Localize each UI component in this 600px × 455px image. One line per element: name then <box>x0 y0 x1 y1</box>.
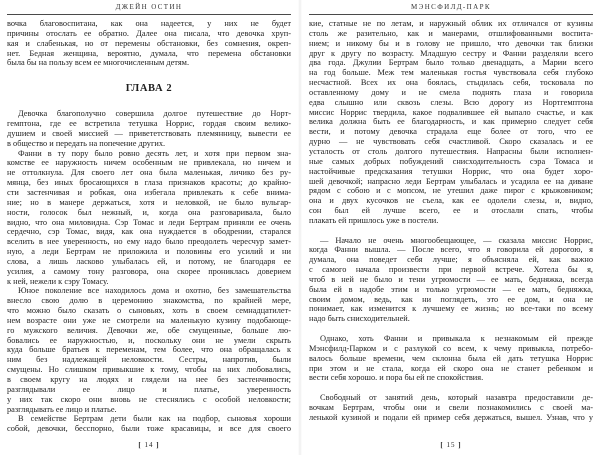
text-line: сердечно, сэр Томас, видя, как она нуждается в ободрении, старался <box>7 227 291 237</box>
text-line: комстве ее наружность ничем особенным не привлекала, но ничем и <box>7 158 291 168</box>
text-line: друг к другу по возрасту. Младшую сестру и Фанни разделяли всего <box>309 48 593 58</box>
text-line: дурно — не чувствовать себя счастливой. Скоро сказалась и ее <box>309 137 593 147</box>
text-line: — Начало не очень многообещающее, — сказала миссис Норрис, <box>320 235 593 245</box>
text-line: нем возрасте они уже не смотрели на маленькую кузину подобающе- <box>7 315 291 325</box>
text-line: куда больше братьев к переменам, тем более, что она обращалась к <box>7 345 291 355</box>
paragraph-gap <box>309 383 593 393</box>
left-page-body <box>3 15 295 433</box>
text-line: Девочка благополучно совершила долгое путешествие до Норт- <box>18 109 291 119</box>
text-line: не оттолкнула. Для своего лет она была маленькая, личико без ру- <box>7 168 291 178</box>
text-line: причины отослать ее обратно. Далее она писала, что девочка хруп- <box>7 28 291 38</box>
text-line: миссис Норрис твердила, какое подвалившее ей выпало счастье, и как <box>309 107 593 117</box>
text-line: два года. Джулии Бертрам было только двенадцать, а Марии всего <box>309 58 593 68</box>
text-line: кая и слабенькая, но от перемены обстановки, без сомнения, окреп- <box>7 38 291 48</box>
text-line: слова, а лишь ласково улыбалась ей, и потому, не благодаря ее <box>7 256 291 266</box>
text-line: была бы на пользу всем ее многочисленным детям. <box>7 58 190 68</box>
folio-number: 15 <box>446 441 456 449</box>
paragraph <box>309 334 593 383</box>
text-line: когда Фанни вышла. — После всего, что я говорила ей дорогою, я <box>309 245 593 255</box>
text-line: с самого начала произвести при первой встрече. Хотела бы я, <box>309 265 593 275</box>
paragraph-gap <box>309 324 593 334</box>
text-line: В семействе Бертрам дети были как на подбор, сыновья хороши <box>18 414 291 424</box>
text-line: смущены. Но слишком привыкшие к тому, чтобы на них любовались, <box>7 365 291 375</box>
text-line: внесло свою долю в церемонию знакомства, по крайней мере, <box>7 296 291 306</box>
text-line: ним без надлежащей неловкости. Сестры, напротив, были <box>7 355 291 365</box>
text-line: Фанни в ту пору было ровно десять лет, и хотя при первом зна- <box>18 148 291 158</box>
page-number-right <box>305 439 597 451</box>
text-line: к ней, нежели к сэру Томасу. <box>7 276 109 286</box>
text-line: гемптона, где ее встретила тетушка Норрис, гордая своим велико- <box>7 119 291 129</box>
running-head-left: ДЖЕЙН ОСТИН <box>115 3 183 11</box>
text-line: у них так скоро они вновь не стеснялись с особой неловкости; <box>7 394 291 404</box>
text-line: что можно было сказать о сыновьях, хоть в своем семнадцатилет- <box>7 306 291 316</box>
text-line: вести, и потому девочка страдала еще более от того, что ее <box>309 127 593 137</box>
text-line: го мужского величия. Девочки же, обе смущенные, больше лю- <box>7 325 291 335</box>
text-line: Однако, хоть Фанни и привыкала к незнакомым ей прежде <box>320 334 593 343</box>
running-head-right: МЭНСФИЛД-ПАРК <box>411 3 491 11</box>
text-line: надо быть снисходительней. <box>309 314 410 324</box>
paragraph <box>309 236 593 325</box>
text-line: ные самых добрых побуждений снисходительность сэра Томаса и <box>309 156 593 166</box>
paragraph <box>7 286 291 414</box>
text-line: рядом с собою и с мопсом, не утешил даже пирог с крыжовником; <box>309 186 593 196</box>
text-line: Мэнсфилд-Парком и с разлукой со всем, к чему привыкла, потребо- <box>309 343 593 353</box>
left-page <box>3 0 295 455</box>
paragraph <box>309 393 593 423</box>
book-gutter <box>298 0 302 455</box>
text-line: своим домом, ведь, как ни поглядеть, это ее дом, и она не <box>309 294 593 304</box>
text-line: мянца, без иных бросающихся в глаза признаков красоты; до крайно- <box>7 178 291 188</box>
text-line: нием; и никому бы и в голову не пришло, что девочки так близки <box>309 38 593 48</box>
text-line: на год больше. Меж тем маленькая гостья чувствовала себя глубоко <box>309 68 593 78</box>
text-line: оставленному дому и не смела поднять глаза и говорила <box>309 87 593 97</box>
paragraph-gap <box>309 226 593 236</box>
text-line: вести себя хорошо. и пора бы ей пе спокойствия. <box>309 373 484 383</box>
text-line: нет. Бедная женщина, вероятно, думала, что перемена обстановки <box>7 48 291 58</box>
page-number-left <box>3 439 295 451</box>
text-line: велика должна быть ее благодарность, и как примерно следует себя <box>309 117 593 127</box>
text-line: кие, статные не по летам, и наружный облик их отличался от кузины <box>309 19 593 28</box>
text-line: вочка благовоспитана, как она надеется, у них не будет <box>7 19 291 28</box>
paragraph <box>7 414 291 433</box>
text-line: в общество и передать на попечение других. <box>7 138 166 148</box>
text-line: шей девочкой; напрасно леди Бертрам улыбалась и усадила ее на диване <box>309 176 593 186</box>
text-line: усталость от столь долгого путешествия. Напрасны были исполнен- <box>309 146 593 156</box>
text-line: думала, она поведет себя лучше; я объясняла ей, как важно <box>309 255 593 265</box>
text-line: собой, девочки, бесспорно, были тоже красавицы, и все для своего <box>7 424 291 433</box>
folio-number: 14 <box>144 441 154 449</box>
text-line: бовались ее наружностью, и, поскольку они не умели скрыть <box>7 335 291 345</box>
chapter-title: ГЛАВА 2 <box>125 83 173 95</box>
text-line: разглядывали ее лицо и платье, уверенность <box>7 384 291 394</box>
text-line: плакать ей пришлось уже в постели. <box>309 215 439 225</box>
right-page <box>305 0 597 455</box>
text-line: ленькой кузиной и подали ей пример себя держаться, вышел. Узнав, что у <box>309 412 593 422</box>
text-line: валось больше времени, чем склонна была ей дать тетушка Норрис <box>309 353 593 363</box>
text-line: при этом и не стала, когда ей скоро она не станет ребенком и <box>309 363 593 373</box>
text-line: видно, что она миловидна. Сэр Томас и леди Бертрам приняли ее очень <box>7 217 291 227</box>
text-line: сти застенчивая и робкая, она избегала привлекать к себе внима- <box>7 187 291 197</box>
text-line: в своем кругу на людях и глядели на нее без застенчивости; <box>7 375 291 384</box>
text-line: ние; но в манере держаться, хотя и неловкой, не было вульгар- <box>7 197 291 207</box>
right-page-body <box>305 15 597 433</box>
text-line: настойчивые предсказания тетушки Норрис, что она будет хоро- <box>309 166 593 176</box>
text-line: Свободный от занятий день, который назавтра предоставили де- <box>320 393 593 403</box>
text-line: она и двух кусочков не съела, как ее одолели слезы, и, видно, <box>309 196 593 206</box>
folio-bracket: ] <box>455 441 462 449</box>
text-line: сон был ей лучше всего, ее и отослали спать, чтобы <box>309 206 593 216</box>
text-line: разглядывать ее лицо и платье. <box>7 404 117 414</box>
text-line: чтоб в ней не было и тени угрюмости — ее мать, бедняжка, всегда <box>309 274 593 284</box>
text-line: душием и своей миссией — привететствовать племянницу, вывести ее <box>7 128 291 138</box>
paragraph <box>7 149 291 287</box>
paragraph <box>7 19 291 68</box>
text-line: едва слышно или сквозь слезы. Всю дорогу из Нортгемптона <box>309 97 593 107</box>
text-line: была ей в надобе этим и только угрюмости — ее мать, бедняжка, <box>309 284 593 294</box>
text-line: Юное поколение все находилось дома и охотно, без замешательства <box>18 286 291 296</box>
text-line: ности, голосок был нежный, и, когда она разговаривала, было <box>7 207 291 217</box>
text-line: несчастной. Всех их она боялась, стыдилась себя, тосковала по <box>309 78 593 88</box>
folio-bracket: ] <box>153 441 160 449</box>
folio-bracket: [ <box>138 441 145 449</box>
text-line: вочкам Бертрам, чтобы они и свели познакомились с своей ма- <box>309 402 593 412</box>
text-line: усилия, а самому тону разговора, она скорее прониклась доверием <box>7 266 291 276</box>
folio-bracket: [ <box>440 441 447 449</box>
text-line: вселить в нее уверенность, но ему надо было преодолеть чересчур замет- <box>7 237 291 247</box>
text-line: понимает, как изменится к лучшему ее жизнь; но все-таки по всему <box>309 304 593 314</box>
text-line: столь же разительно, как и манерами, отшлифованными воспита- <box>309 28 593 38</box>
paragraph <box>309 19 593 226</box>
paragraph <box>7 109 291 148</box>
text-line: ную, а леди Бертрам не приложила и половины его усилий и ни <box>7 247 291 257</box>
